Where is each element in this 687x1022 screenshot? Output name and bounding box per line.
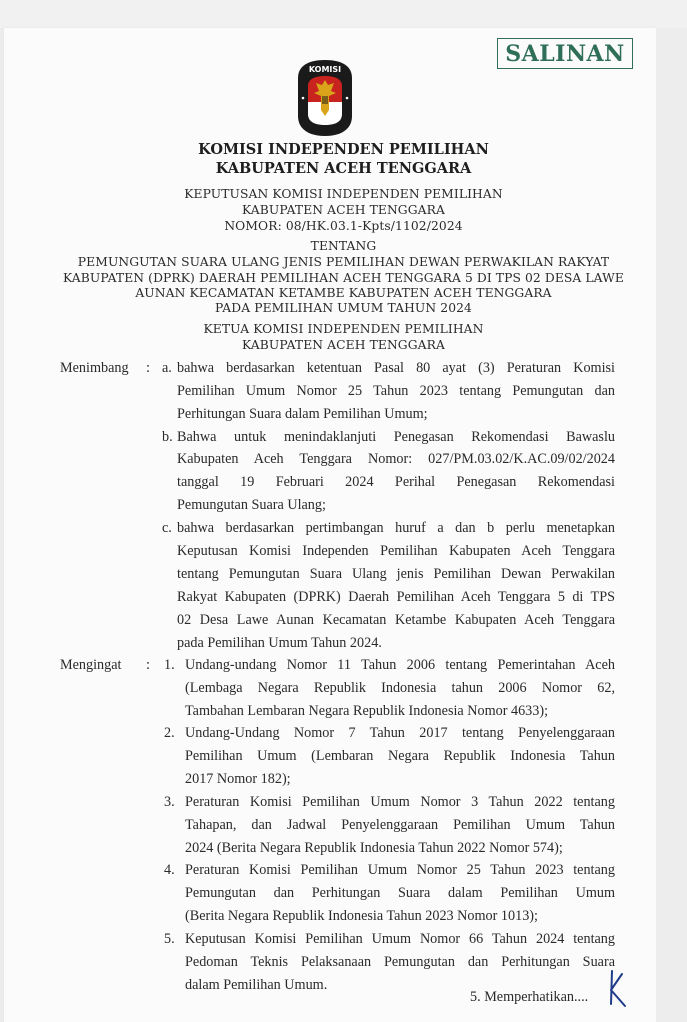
item-line: Tahapan, dan Jadwal Penyelenggaraan Pemilihan Umum Tahun: [185, 817, 615, 833]
item-marker: b.: [162, 429, 173, 445]
item-line: Bahwa untuk menindaklanjuti Penegasan Rekomendasi Bawaslu: [177, 429, 615, 445]
signatory-line1: KETUA KOMISI INDEPENDEN PEMILIHAN: [203, 322, 484, 336]
item-line: Pemilihan Umum (Lembaran Negara Republik Indonesia Tahun: [185, 748, 615, 764]
item-marker: 2.: [164, 725, 175, 741]
item-line: Rakyat Kabupaten (DPRK) Daerah Pemilihan Aceh Tenggara 5 di TPS: [177, 589, 615, 605]
kip-logo-icon: [294, 58, 356, 138]
item-marker: 4.: [164, 862, 175, 878]
top-background: [0, 0, 687, 28]
logo-top-text: KOMISI: [308, 65, 342, 74]
signatory-line2: KABUPATEN ACEH TENGGARA: [242, 338, 445, 352]
item-line: Kabupaten Aceh Tenggara Nomor: 027/PM.03.02/K.AC.09/02/2024: [177, 451, 615, 467]
item-line: Pemungutan Suara Ulang;: [177, 497, 326, 513]
mengingat-label: Mengingat: [60, 657, 122, 673]
subject-line: PEMUNGUTAN SUARA ULANG JENIS PEMILIHAN DEWAN PERWAKILAN RAKYAT: [77, 255, 610, 269]
item-line: (Lembaga Negara Republik Indonesia tahun 2006 Nomor 62,: [185, 680, 615, 696]
menimbang-colon: :: [146, 360, 150, 376]
org-name-line1: KOMISI INDEPENDEN PEMILIHAN: [198, 141, 489, 158]
subject-line: PADA PEMILIHAN UMUM TAHUN 2024: [215, 301, 472, 315]
item-line: dalam Pemilihan Umum.: [185, 977, 328, 993]
item-line: Perhitungan Suara dalam Pemilihan Umum;: [177, 406, 428, 422]
item-line: Pemilihan Umum Nomor 25 Tahun 2023 tentang Pemungutan dan: [177, 383, 615, 399]
mengingat-colon: :: [146, 657, 150, 673]
item-marker: 1.: [164, 657, 175, 673]
item-line: pada Pemilihan Umum Tahun 2024.: [177, 635, 382, 651]
item-line: Keputusan Komisi Pemilihan Umum Nomor 66 Tahun 2024 tentang: [185, 931, 615, 947]
item-marker: c.: [162, 520, 172, 536]
decision-title-line1: KEPUTUSAN KOMISI INDEPENDEN PEMILIHAN: [184, 187, 503, 201]
item-line: Tambahan Lembaran Negara Republik Indonesia Nomor 4633);: [185, 703, 549, 719]
subject-line: KABUPATEN (DPRK) DAERAH PEMILIHAN ACEH TENGGARA 5 DI TPS 02 DESA LAWE: [63, 271, 624, 285]
item-line: bahwa berdasarkan pertimbangan huruf a dan b perlu menetapkan: [177, 520, 615, 536]
item-line: 02 Desa Lawe Aunan Kecamatan Ketambe Kabupaten Aceh Tenggara: [177, 612, 615, 628]
item-marker: 5.: [164, 931, 175, 947]
menimbang-label: Menimbang: [60, 360, 129, 376]
item-line: Peraturan Komisi Pemilihan Umum Nomor 3 Tahun 2022 tentang: [185, 794, 615, 810]
item-marker: 3.: [164, 794, 175, 810]
item-line: tanggal 19 Februari 2024 Perihal Penegasan Rekomendasi: [177, 474, 615, 490]
item-line: bahwa berdasarkan ketentuan Pasal 80 ayat (3) Peraturan Komisi: [177, 360, 615, 376]
subject-line: AUNAN KECAMATAN KETAMBE KABUPATEN ACEH TENGGARA: [135, 286, 552, 300]
item-marker: a.: [162, 360, 172, 376]
org-name-line2: KABUPATEN ACEH TENGGARA: [215, 160, 472, 177]
item-line: Pemungutan dan Perhitungan Suara dalam Pemilihan Umum: [185, 885, 615, 901]
item-line: Peraturan Komisi Pemilihan Umum Nomor 25 Tahun 2023 tentang: [185, 862, 615, 878]
item-line: 2017 Nomor 182);: [185, 771, 291, 787]
item-line: 2024 (Berita Negara Republik Indonesia Tahun 2022 Nomor 574);: [185, 840, 563, 856]
item-line: Keputusan Komisi Independen Pemilihan Kabupaten Aceh Tenggara: [177, 543, 615, 559]
handwritten-initial-icon: [607, 968, 629, 1008]
decision-number: NOMOR: 08/HK.03.1-Kpts/1102/2024: [224, 219, 463, 233]
right-background: [656, 28, 687, 1022]
item-line: tentang Pemungutan Suara Ulang jenis Pemilihan Dewan Perwakilan: [177, 566, 615, 582]
item-line: (Berita Negara Republik Indonesia Tahun 2023 Nomor 1013);: [185, 908, 538, 924]
about-label: TENTANG: [310, 239, 377, 253]
continuation-note: 5. Memperhatikan....: [470, 989, 589, 1005]
item-line: Undang-Undang Nomor 7 Tahun 2017 tentang Penyelenggaraan: [185, 725, 615, 741]
item-line: Pedoman Teknis Pelaksanaan Pemungutan dan Perhitungan Suara: [185, 954, 615, 970]
item-line: Undang-undang Nomor 11 Tahun 2006 tentang Pemerintahan Aceh: [185, 657, 615, 673]
decision-title-line2: KABUPATEN ACEH TENGGARA: [242, 203, 445, 217]
salinan-stamp: SALINAN: [497, 38, 633, 69]
